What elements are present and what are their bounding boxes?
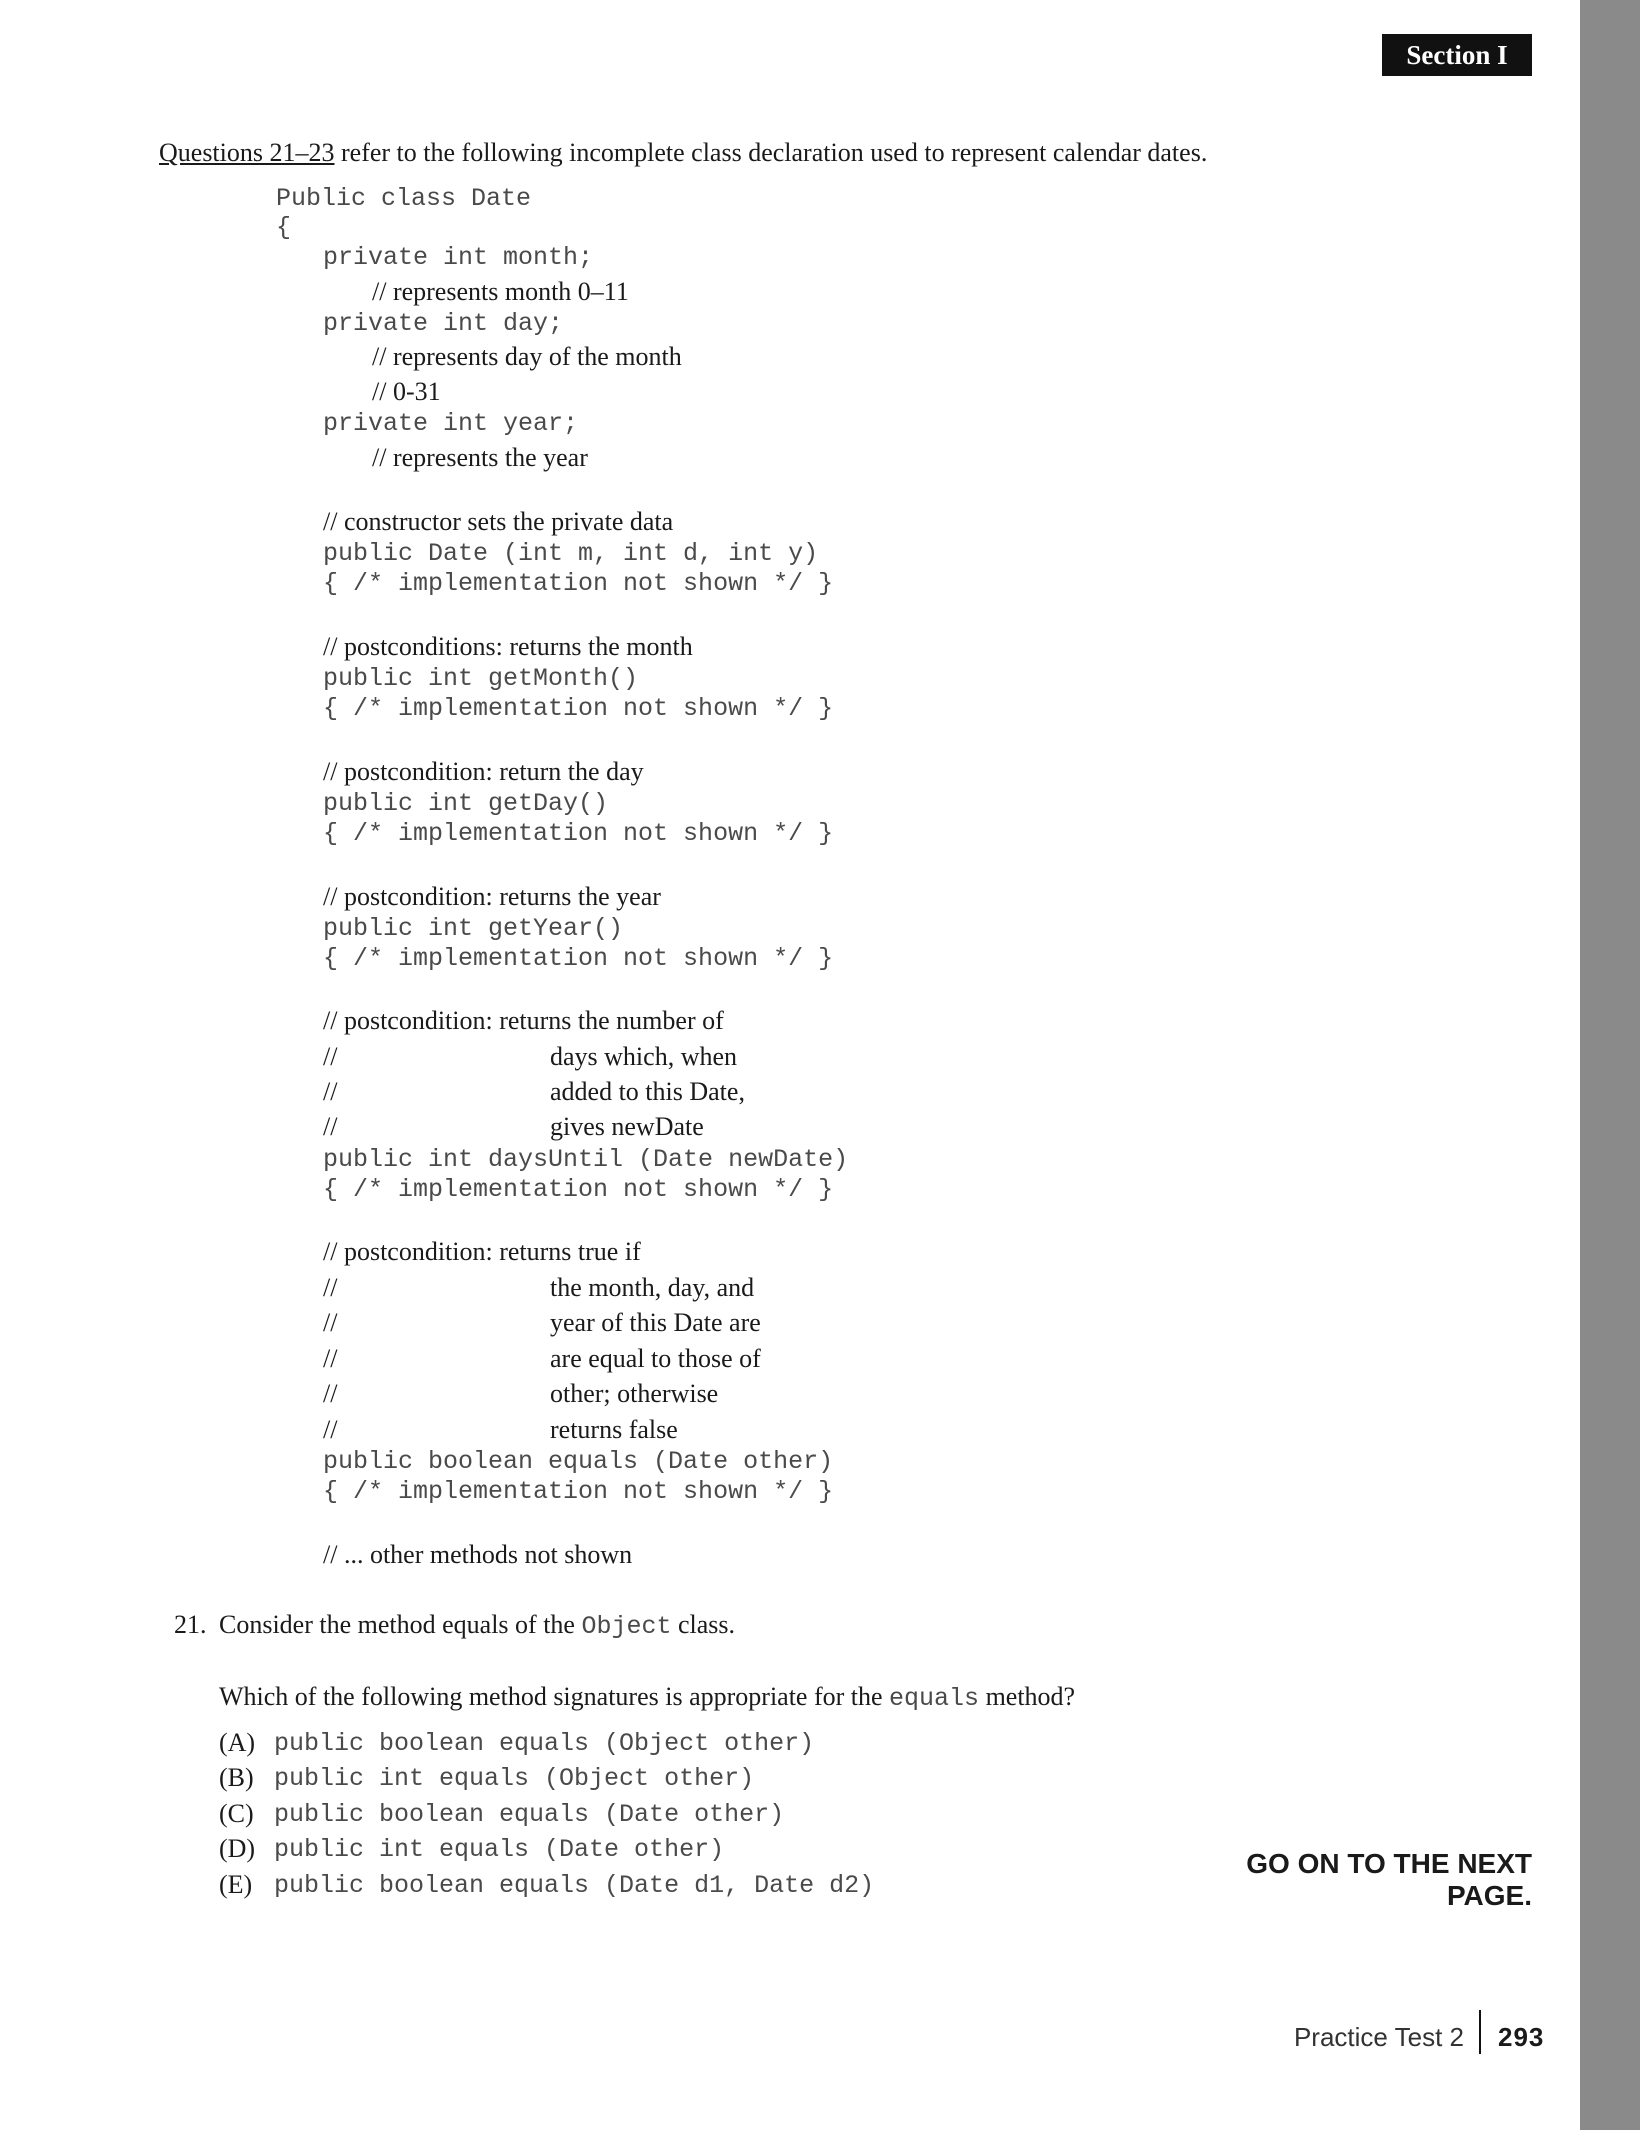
stem-text-end: class. [671, 1610, 736, 1639]
code-comment: // [323, 1042, 338, 1071]
prompt-text: Which of the following method signatures is appropriate for the [219, 1682, 890, 1711]
question-21-prompt [219, 1682, 1075, 1713]
choice-code: public boolean equals (Object other) [274, 1729, 815, 1758]
code-line: public int getDay() [323, 789, 609, 818]
code-line: { /* implementation not shown */ } [323, 694, 834, 723]
question-number: 21. [174, 1610, 207, 1639]
code-line: { /* implementation not shown */ } [323, 1175, 834, 1204]
code-line: { [276, 213, 292, 242]
code-comment: // [323, 1273, 338, 1302]
code-comment: // represents month 0–11 [372, 277, 629, 306]
choice-letter: (A) [219, 1728, 256, 1757]
page-number: 293 [1498, 2022, 1545, 2052]
code-comment: // [323, 1077, 338, 1106]
code-comment: // represents day of the month [372, 342, 682, 371]
code-line: public int daysUntil (Date newDate) [323, 1145, 849, 1174]
code-line: private int day; [323, 309, 564, 338]
code-comment: // postcondition: returns true if [323, 1237, 641, 1266]
stem-code: Object [581, 1612, 672, 1641]
code-comment: // [323, 1308, 338, 1337]
code-comment: // [323, 1112, 338, 1141]
choice-code: public boolean equals (Date d1, Date d2) [274, 1871, 875, 1900]
code-comment: added to this Date, [550, 1077, 745, 1106]
choice-code: public boolean equals (Date other) [274, 1800, 785, 1829]
choice-code: public int equals (Date other) [274, 1835, 725, 1864]
code-line: { /* implementation not shown */ } [323, 944, 834, 973]
code-comment: year of this Date are [550, 1308, 761, 1337]
section-badge: Section I [1382, 34, 1532, 76]
intro-text [159, 138, 1207, 168]
code-comment: // [323, 1379, 338, 1408]
code-comment: the month, day, and [550, 1273, 755, 1302]
code-comment: // postcondition: returns the year [323, 882, 661, 911]
choice-letter: (D) [219, 1834, 256, 1863]
code-comment: // [323, 1344, 338, 1373]
choice-code: public int equals (Object other) [274, 1764, 755, 1793]
code-comment: returns false [550, 1415, 678, 1444]
footer-test-label: Practice Test 2 [1293, 2022, 1464, 2052]
code-comment: days which, when [550, 1042, 738, 1071]
code-line: { /* implementation not shown */ } [323, 819, 834, 848]
code-line: private int month; [323, 243, 594, 272]
choice-letter: (C) [219, 1799, 254, 1828]
question-21-stem [174, 1610, 735, 1641]
go-on-next-page: GO ON TO THE NEXT PAGE. [1246, 1848, 1532, 1911]
code-comment: // [323, 1415, 338, 1444]
code-comment: // postconditions: returns the month [323, 632, 693, 661]
code-line: public boolean equals (Date other) [323, 1447, 834, 1476]
code-line: { /* implementation not shown */ } [323, 1477, 834, 1506]
code-comment: // constructor sets the private data [323, 507, 674, 536]
code-line: public Date (int m, int d, int y) [323, 539, 819, 568]
code-line: public int getYear() [323, 914, 624, 943]
code-line: private int year; [323, 409, 579, 438]
code-comment: gives newDate [550, 1112, 704, 1141]
footer-divider [1479, 2010, 1481, 2054]
code-comment: are equal to those of [550, 1344, 761, 1373]
code-comment: // postcondition: returns the number of [323, 1006, 724, 1035]
code-line: { /* implementation not shown */ } [323, 569, 834, 598]
stem-text: Consider the method equals of the [219, 1610, 582, 1639]
code-comment: // ... other methods not shown [323, 1540, 633, 1569]
side-edge-bar [1580, 0, 1640, 2130]
code-comment: // postcondition: return the day [323, 757, 644, 786]
code-comment: // represents the year [372, 443, 588, 472]
prompt-text-end: method? [979, 1682, 1076, 1711]
code-comment: other; otherwise [550, 1379, 719, 1408]
choice-letter: (B) [219, 1763, 254, 1792]
choice-letter: (E) [219, 1870, 253, 1899]
code-line: Public class Date [276, 184, 532, 213]
question-range: Questions 21–23 [159, 138, 335, 167]
prompt-code: equals [889, 1684, 980, 1713]
intro-sentence: refer to the following incomplete class declaration used to represent calendar dates. [334, 138, 1208, 167]
code-line: public int getMonth() [323, 664, 639, 693]
code-comment: // 0-31 [372, 377, 441, 406]
